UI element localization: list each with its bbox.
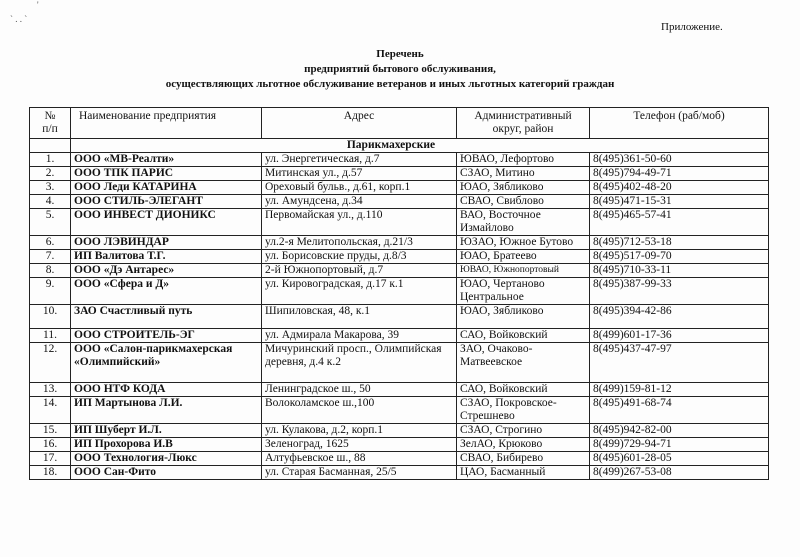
table-row [30,153,769,167]
row-district: СВАО, Свиблово [457,195,590,209]
row-address: ул. Борисовские пруды, д.8/3 [262,250,457,264]
row-address: ул.2-я Мелитопольская, д.21/3 [262,236,457,250]
table-row [30,343,769,383]
row-name: ООО «МВ-Реалти» [71,153,262,167]
header-name: Наименование предприятия [71,108,262,139]
table-row [30,181,769,195]
row-num: 10. [30,305,71,329]
row-phone: 8(495)394-42-86 [590,305,769,329]
row-num: 14. [30,397,71,424]
table-row [30,383,769,397]
section-label: Парикмахерские [71,139,769,153]
appendix-label: Приложение. [661,21,723,33]
row-phone: 8(495)387-99-33 [590,278,769,305]
row-address: ул. Энергетическая, д.7 [262,153,457,167]
row-phone: 8(495)402-48-20 [590,181,769,195]
row-address: ул. Адмирала Макарова, 39 [262,329,457,343]
row-phone: 8(495)491-68-74 [590,397,769,424]
row-num: 12. [30,343,71,383]
row-address: ул. Амундсена, д.34 [262,195,457,209]
row-num: 16. [30,438,71,452]
row-phone: 8(495)465-57-41 [590,209,769,236]
row-phone: 8(499)267-53-08 [590,466,769,480]
row-num: 9. [30,278,71,305]
row-phone: 8(499)159-81-12 [590,383,769,397]
row-name: ООО Технология-Люкс [71,452,262,466]
row-district: ЦАО, Басманный [457,466,590,480]
table-row [30,167,769,181]
document-title [0,47,800,92]
row-district: ЗелАО, Крюково [457,438,590,452]
scan-marks: ` . . ` [10,14,28,24]
header-address: Адрес [262,108,457,139]
header-phone: Телефон (раб/моб) [590,108,769,139]
row-address: Мичуринский просп., Олимпийская деревня, д.4 к.2 [262,343,457,383]
row-num: 18. [30,466,71,480]
row-district: САО, Войковский [457,329,590,343]
row-num: 15. [30,424,71,438]
row-phone: 8(495)517-09-70 [590,250,769,264]
row-address: Первомайская ул., д.110 [262,209,457,236]
table-row [30,209,769,236]
row-num: 17. [30,452,71,466]
row-num: 3. [30,181,71,195]
row-phone: 8(495)437-47-97 [590,343,769,383]
header-district: Административный округ, район [457,108,590,139]
table-row [30,250,769,264]
enterprises-table [29,107,769,480]
row-name: ИП Шуберт И.Л. [71,424,262,438]
row-name: ООО «Дэ Антарес» [71,264,262,278]
table-row [30,329,769,343]
row-district: ЮВАО, Южнопортовый [457,264,590,278]
row-name: ООО ИНВЕСТ ДИОНИКС [71,209,262,236]
row-name: ООО ЛЭВИНДАР [71,236,262,250]
row-phone: 8(495)712-53-18 [590,236,769,250]
row-district: ВАО, Восточное Измайлово [457,209,590,236]
row-num: 6. [30,236,71,250]
row-name: ЗАО Счастливый путь [71,305,262,329]
row-name: ИП Мартынова Л.И. [71,397,262,424]
row-district: СЗАО, Митино [457,167,590,181]
row-address: Митинская ул., д.57 [262,167,457,181]
row-district: СЗАО, Покровское-Стрешнево [457,397,590,424]
row-address: Ореховый бульв., д.61, корп.1 [262,181,457,195]
table-row [30,452,769,466]
row-address: Ленинградское ш., 50 [262,383,457,397]
row-phone: 8(499)729-94-71 [590,438,769,452]
row-district: ЮАО, Зябликово [457,305,590,329]
row-phone: 8(495)471-15-31 [590,195,769,209]
row-name: ООО Сан-Фито [71,466,262,480]
row-phone: 8(495)601-28-05 [590,452,769,466]
section-row [30,139,769,153]
row-phone: 8(499)601-17-36 [590,329,769,343]
table-row [30,438,769,452]
row-name: ООО ТПК ПАРИС [71,167,262,181]
row-district: ЮВАО, Лефортово [457,153,590,167]
row-district: ЗАО, Очаково-Матвеевское [457,343,590,383]
row-num: 7. [30,250,71,264]
header-row [30,108,769,139]
row-name: ООО Леди КАТАРИНА [71,181,262,195]
row-address: ул. Старая Басманная, 25/5 [262,466,457,480]
row-district: ЮЗАО, Южное Бутово [457,236,590,250]
table-row [30,466,769,480]
row-address: Алтуфьевское ш., 88 [262,452,457,466]
row-address: ул. Кировоградская, д.17 к.1 [262,278,457,305]
row-num: 4. [30,195,71,209]
row-name: ООО СТИЛЬ-ЭЛЕГАНТ [71,195,262,209]
row-district: СЗАО, Строгино [457,424,590,438]
table-row [30,236,769,250]
row-num: 1. [30,153,71,167]
row-district: ЮАО, Братеево [457,250,590,264]
row-district: САО, Войковский [457,383,590,397]
table-row [30,278,769,305]
row-address: Зеленоград, 1625 [262,438,457,452]
row-name: ООО «Сфера и Д» [71,278,262,305]
row-name: ООО НТФ КОДА [71,383,262,397]
row-name: ИП Прохорова И.В [71,438,262,452]
row-district: СВАО, Бибирево [457,452,590,466]
row-phone: 8(495)710-33-11 [590,264,769,278]
header-num: № п/п [30,108,71,139]
row-phone: 8(495)361-50-60 [590,153,769,167]
row-phone: 8(495)942-82-00 [590,424,769,438]
row-num: 5. [30,209,71,236]
table-row [30,195,769,209]
row-name: ИП Валитова Т.Г. [71,250,262,264]
title-line-2: предприятий бытового обслуживания, [304,63,496,75]
row-phone: 8(495)794-49-71 [590,167,769,181]
row-address: Шипиловская, 48, к.1 [262,305,457,329]
table-row [30,397,769,424]
table-row [30,424,769,438]
row-num: 11. [30,329,71,343]
row-address: ул. Кулакова, д.2, корп.1 [262,424,457,438]
table-row [30,264,769,278]
row-name: ООО СТРОИТЕЛЬ-ЭГ [71,329,262,343]
row-num: 8. [30,264,71,278]
row-address: Волоколамское ш.,100 [262,397,457,424]
scan-mark-top: ' [37,0,39,10]
title-line-3: осуществляющих льготное обслуживание ветеранов и иных льготных категорий граждан [165,78,615,90]
row-name: ООО «Салон-парикмахерская «Олимпийский» [71,343,262,383]
row-num: 2. [30,167,71,181]
title-line-1: Перечень [376,48,424,60]
row-district: ЮАО, Зябликово [457,181,590,195]
row-num: 13. [30,383,71,397]
table-row [30,305,769,329]
row-address: 2-й Южнопортовый, д.7 [262,264,457,278]
row-district: ЮАО, Чертаново Центральное [457,278,590,305]
